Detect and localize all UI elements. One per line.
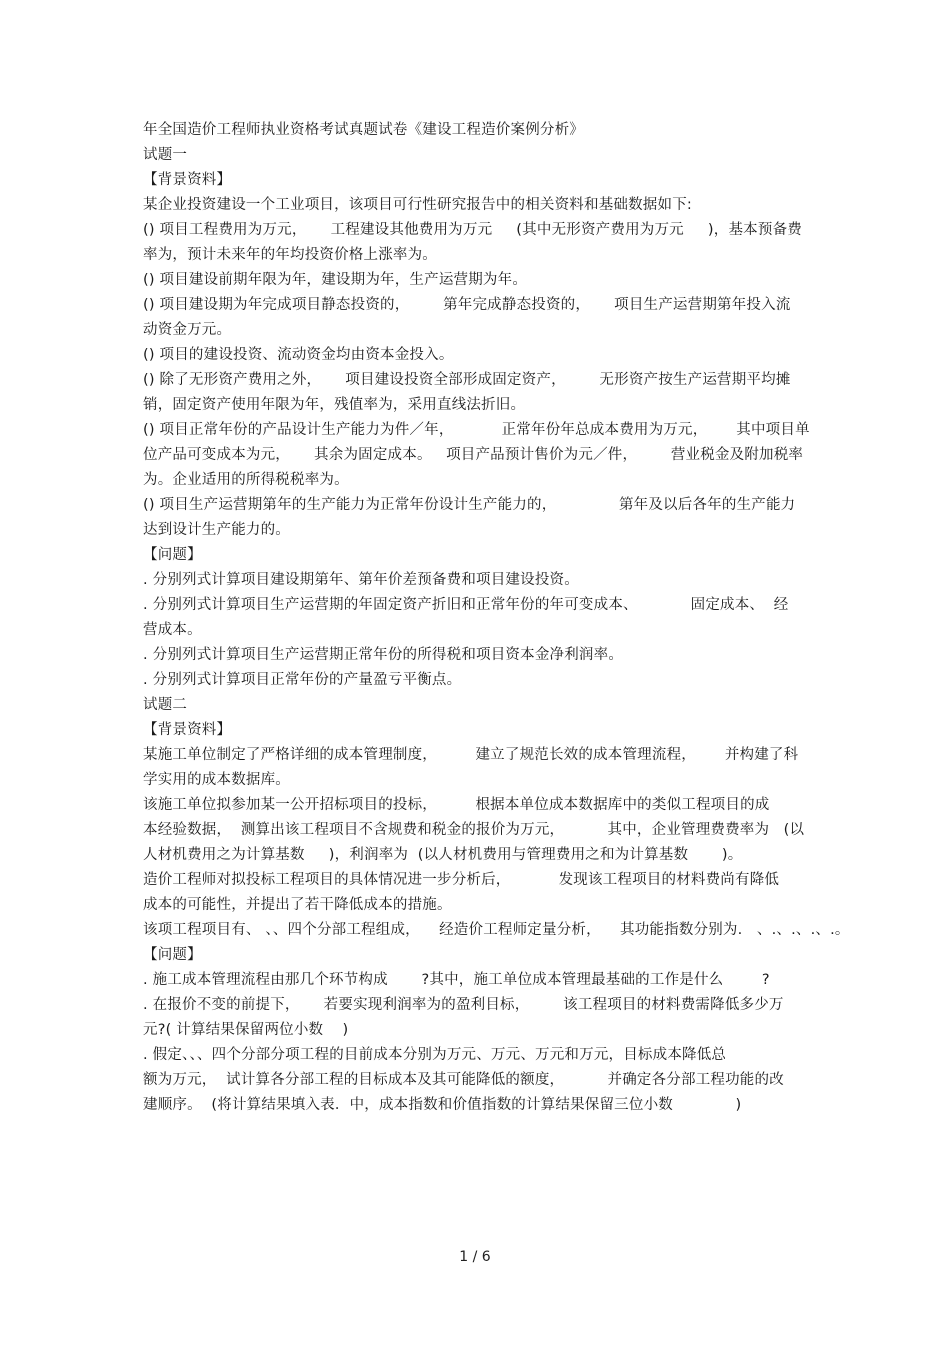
document-body (143, 118, 850, 1118)
text-line: () 项目建设前期年限为年，建设期为年，生产运营期为年。 (143, 272, 528, 288)
text-line: 动资金万元。 (143, 322, 232, 338)
subsection-heading: 【问题】 (143, 547, 202, 563)
question-line: . 分别列式计算项目生产运营期的年固定资产折旧和正常年份的年可变成本、 固定成本、 经 (143, 597, 789, 613)
subsection-heading: 【背景资料】 (143, 172, 232, 188)
text-line: () 项目的建设投资、流动资金均由资本金投入。 (143, 347, 454, 363)
text-line: () 项目工程费用为万元， 工程建设其他费用为万元 (其中无形资产费用为万元 )，基本预备费 (143, 222, 802, 238)
text-line: 某企业投资建设一个工业项目，该项目可行性研究报告中的相关资料和基础数据如下: (143, 197, 692, 213)
subsection-heading: 【问题】 (143, 947, 202, 963)
section-heading: 试题一 (143, 147, 188, 163)
question-line: 额为万元， 试计算各分部工程的目标成本及其可能降低的额度， 并确定各分部工程功能的改 (143, 1072, 784, 1088)
text-line: 成本的可能性，并提出了若干降低成本的措施。 (143, 897, 452, 913)
question-line: 建顺序。 (将计算结果填入表．中，成本指数和价值指数的计算结果保留三位小数 ) (143, 1097, 742, 1113)
question-line: 营成本。 (143, 622, 202, 638)
text-line: 达到设计生产能力的。 (143, 522, 290, 538)
text-line: 率为，预计未来年的年均投资价格上涨率为。 (143, 247, 437, 263)
text-line: 某施工单位制定了严格详细的成本管理制度， 建立了规范长效的成本管理流程， 并构建了科 (143, 747, 799, 763)
text-line: 人材机费用之为计算基数 )，利润率为 (以人材机费用与管理费用之和为计算基数 )。 (143, 847, 743, 863)
text-line: () 除了无形资产费用之外， 项目建设投资全部形成固定资产， 无形资产按生产运营期平均摊 (143, 372, 791, 388)
text-line: 该项工程项目有、 、、四个分部工程组成， 经造价工程师定量分析， 其功能指数分别为. 、.、.、.、.。 (143, 922, 850, 938)
question-line: . 分别列式计算项目正常年份的产量盈亏平衡点。 (143, 672, 462, 688)
question-line: . 施工成本管理流程由那几个环节构成 ?其中，施工单位成本管理最基础的工作是什么 ? (143, 972, 770, 988)
question-line: . 分别列式计算项目生产运营期正常年份的所得税和项目资本金净利润率。 (143, 647, 624, 663)
page-number: 1 / 6 (459, 1249, 491, 1265)
text-line: () 项目生产运营期第年的生产能力为正常年份设计生产能力的， 第年及以后各年的生产能力 (143, 497, 796, 513)
text-line: 本经验数据， 测算出该工程项目不含规费和税金的报价为万元， 其中，企业管理费费率为 (以 (143, 822, 805, 838)
doc-title: 年全国造价工程师执业资格考试真题试卷《建设工程造价案例分析》 (143, 122, 584, 138)
text-line: 该施工单位拟参加某一公开招标项目的投标， 根据本单位成本数据库中的类似工程项目的成 (143, 797, 770, 813)
text-line: 销，固定资产使用年限为年，残值率为，采用直线法折旧。 (143, 397, 526, 413)
subsection-heading: 【背景资料】 (143, 722, 232, 738)
question-line: . 在报价不变的前提下， 若要实现利润率为的盈利目标， 该工程项目的材料费需降低多少万 (143, 997, 784, 1013)
text-line: 学实用的成本数据库。 (143, 772, 290, 788)
question-line: . 分别列式计算项目建设期第年、第年价差预备费和项目建设投资。 (143, 572, 579, 588)
text-line: 为。企业适用的所得税税率为。 (143, 472, 349, 488)
text-line: () 项目正常年份的产品设计生产能力为件／年， 正常年份年总成本费用为万元， 其中项目单 (143, 422, 810, 438)
text-line: () 项目建设期为年完成项目静态投资的， 第年完成静态投资的， 项目生产运营期第年投入流 (143, 297, 791, 313)
question-line: . 假定、、、四个分部分项工程的目前成本分别为万元、万元、万元和万元，目标成本降低总 (143, 1047, 727, 1063)
text-line: 位产品可变成本为元， 其余为固定成本。 项目产品预计售价为元／件， 营业税金及附加税率 (143, 447, 804, 463)
text-line: 造价工程师对拟投标工程项目的具体情况进一步分析后， 发现该工程项目的材料费尚有降低 (143, 872, 780, 888)
section-heading: 试题二 (143, 697, 188, 713)
question-line: 元?( 计算结果保留两位小数 ) (143, 1022, 349, 1038)
